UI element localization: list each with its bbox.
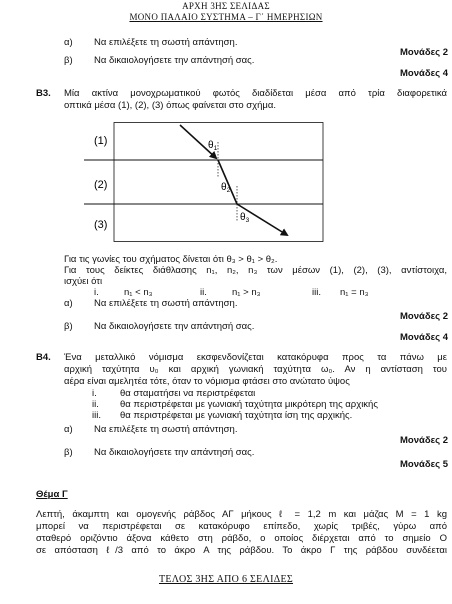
b3-label: Β3. xyxy=(36,88,51,99)
theme-g-line2: μπορεί να περιστρέφεται σε κατακόρυφο επίπεδο, χωρίς τριβές, γύρω από xyxy=(36,521,447,532)
medium-3-label: (3) xyxy=(94,219,108,231)
b4-option2-label: ii. xyxy=(92,399,99,410)
b3-a-points: Μονάδες 2 xyxy=(400,311,448,322)
b4-a-label: α) xyxy=(64,424,73,435)
page-footer: ΤΕΛΟΣ 3ΗΣ ΑΠΟ 6 ΣΕΛΙΔΕΣ xyxy=(158,574,294,585)
b3-indices-line1: Για τους δείκτες διάθλασης n₁, n₂, n₃ των μέσων (1), (2), (3), αντίστοιχα, xyxy=(64,265,447,276)
b3-option1-text: n₁ < n₃ xyxy=(124,287,153,298)
item-b-label: β) xyxy=(64,55,73,66)
b3-angles-line: Για τις γωνίες του σχήματος δίνεται ότι θ₃ > θ₁ > θ₂. xyxy=(64,254,278,265)
b4-line1: Ένα μεταλλικό νόμισμα εκσφενδονίζεται κατακόρυφα προς τα πάνω με xyxy=(64,352,447,363)
b4-option1-label: i. xyxy=(92,388,97,399)
medium-1-label: (1) xyxy=(94,135,108,147)
b3-indices-line2: ισχύει ότι xyxy=(64,276,103,287)
b4-line2: αρχική ταχύτητα υ₀ και αρχική γωνιακή ταχύτητα ω₀. Αν η αντίσταση του xyxy=(64,364,447,375)
b3-option3-label: iii. xyxy=(312,287,321,298)
item-a-label: α) xyxy=(64,37,73,48)
item-a-points: Μονάδες 2 xyxy=(400,47,448,58)
theta2-label: $\theta_2$ xyxy=(221,182,231,194)
item-b-points: Μονάδες 4 xyxy=(400,68,448,79)
b4-option2-text: θα περιστρέφεται με γωνιακή ταχύτητα μικρότερη της αρχικής xyxy=(120,399,378,410)
b3-b-points: Μονάδες 4 xyxy=(400,332,448,343)
b4-option3-text: θα περιστρέφεται με γωνιακή ταχύτητα ίση της αρχικής. xyxy=(120,410,353,421)
b4-b-label: β) xyxy=(64,447,73,458)
theme-g-line1: Λεπτή, άκαμπτη και ομογενής ράβδος ΑΓ μήκους ℓ = 1,2 m και μάζας M = 1 kg xyxy=(36,509,447,520)
b3-line2: οπτικά μέσα (1), (2), (3) όπως φαίνεται στο σχήμα. xyxy=(64,100,277,111)
theme-g-title: Θέμα Γ xyxy=(36,489,68,500)
b4-option3-label: iii. xyxy=(92,410,101,421)
theta1-label: $\theta_1$ xyxy=(208,140,218,152)
b3-option3-text: n₁ = n₃ xyxy=(340,287,369,298)
b4-b-points: Μονάδες 5 xyxy=(400,459,448,470)
b3-option1-label: i. xyxy=(94,287,99,298)
b3-a-label: α) xyxy=(64,298,73,309)
b3-option2-label: ii. xyxy=(200,287,207,298)
medium-2-label: (2) xyxy=(94,179,108,191)
item-b-text: Να δικαιολογήσετε την απάντησή σας. xyxy=(94,55,255,66)
media-box xyxy=(114,123,323,242)
b3-a-text: Να επιλέξετε τη σωστή απάντηση. xyxy=(94,298,238,309)
theme-g-line4: σε απόσταση ℓ/3 από το άκρο Α της ράβδου. Το άκρο Γ της ράβδου συνδέεται xyxy=(36,545,447,556)
page-header-line1: ΑΡΧΗ 3ΗΣ ΣΕΛΙΔΑΣ xyxy=(182,1,270,11)
b4-a-text: Να επιλέξετε τη σωστή απάντηση. xyxy=(94,424,238,435)
b4-line3: αέρα είναι αμελητέα τότε, όταν το νόμισμα φτάσει στο ανώτατο ύψος xyxy=(64,376,350,387)
b4-option1-text: θα σταματήσει να περιστρέφεται xyxy=(120,388,256,399)
b4-a-points: Μονάδες 2 xyxy=(400,435,448,446)
refraction-figure xyxy=(84,122,324,248)
b3-line1: Μία ακτίνα μονοχρωματικού φωτός διαδίδεται μέσα από τρία διαφορετικά xyxy=(64,88,447,99)
theme-g-line3: σταθερό οριζόντιο άξονα κάθετο στη ράβδο, ο οποίος διέρχεται από το σημείο Ο xyxy=(36,533,447,544)
item-a-text: Να επιλέξετε τη σωστή απάντηση. xyxy=(94,37,238,48)
b4-b-text: Να δικαιολογήσετε την απάντησή σας. xyxy=(94,447,255,458)
b4-label: Β4. xyxy=(36,352,51,363)
page-header-line2: ΜΟΝΟ ΠΑΛΑΙΟ ΣΥΣΤΗΜΑ – Γ΄ ΗΜΕΡΗΣΙΩΝ xyxy=(129,12,323,22)
b3-b-text: Να δικαιολογήσετε την απάντησή σας. xyxy=(94,321,255,332)
theta3-label: $\theta_3$ xyxy=(240,212,250,224)
b3-option2-text: n₁ > n₃ xyxy=(232,287,261,298)
b3-b-label: β) xyxy=(64,321,73,332)
